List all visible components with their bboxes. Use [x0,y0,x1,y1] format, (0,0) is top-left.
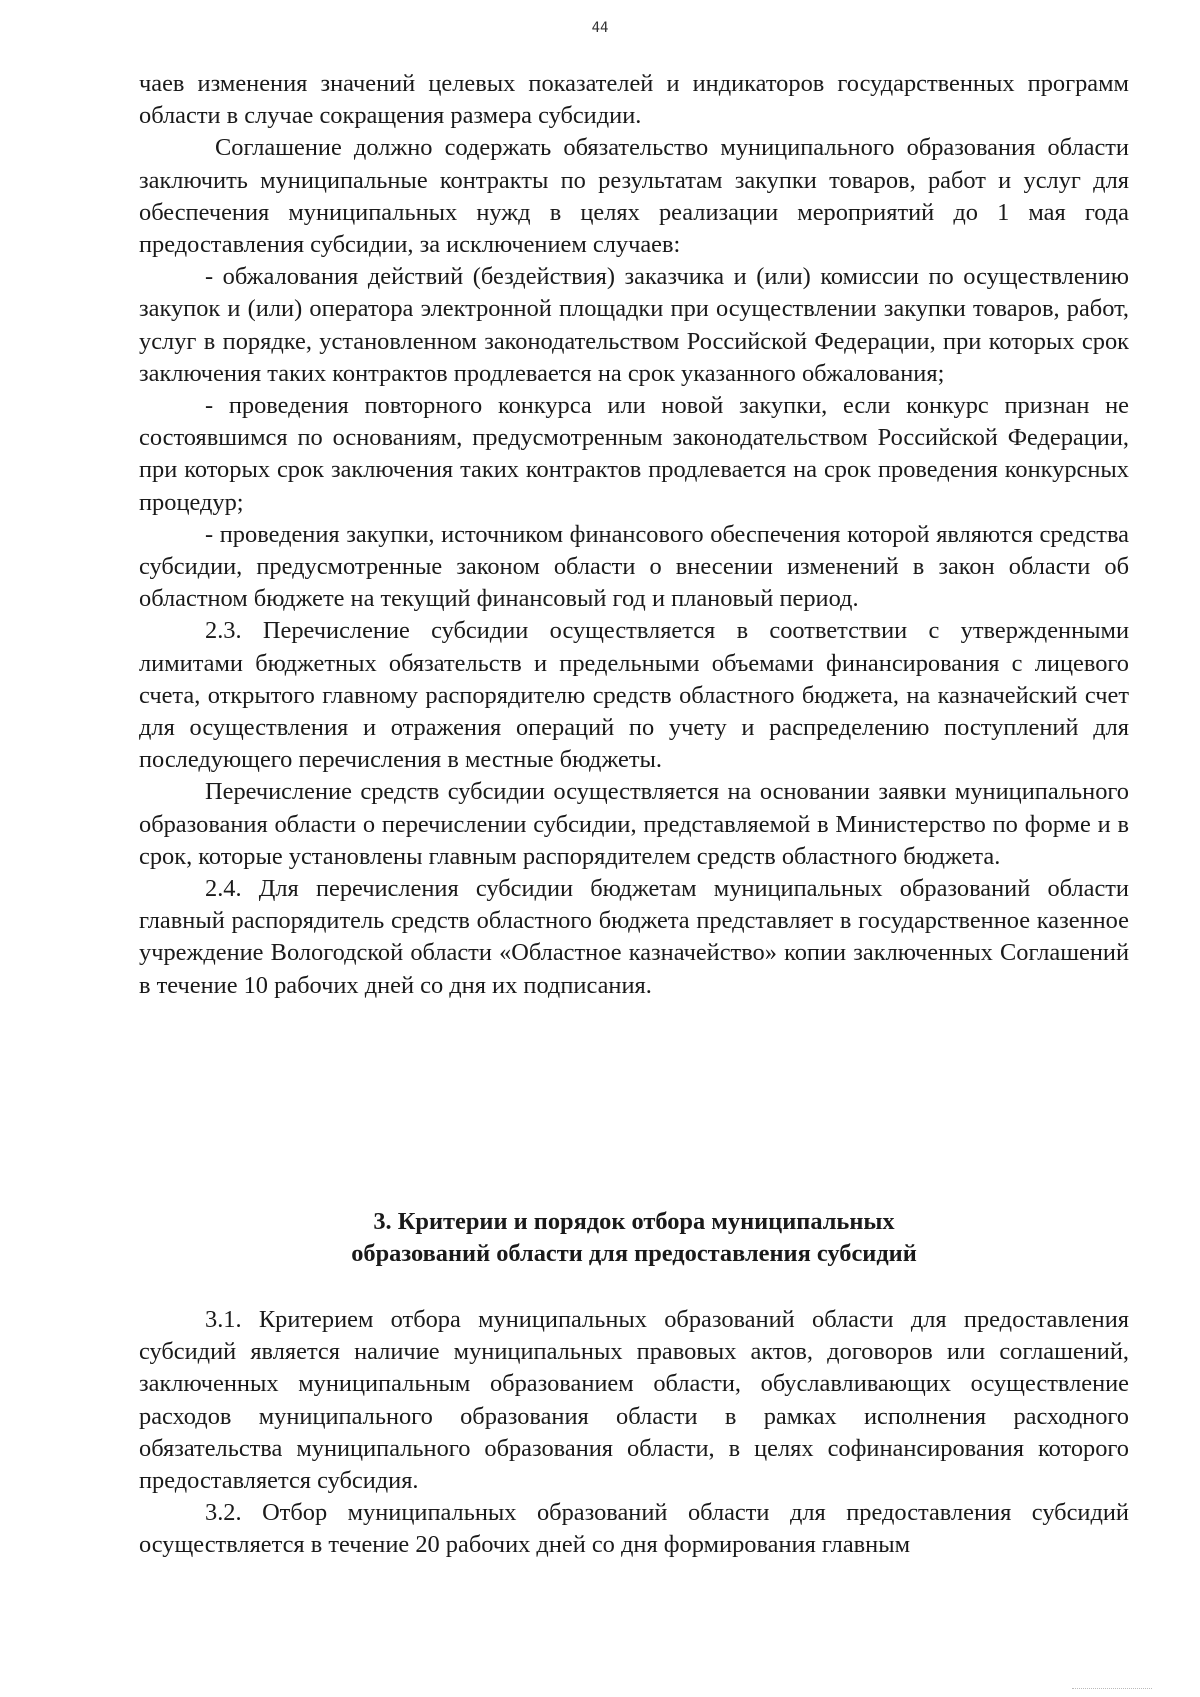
paragraph-agreement-obligation: Соглашение должно содержать обязательство муниципального образования области заключить муниципальные контракты по результатам закупки товаров, работ и услуг для обеспечения муниципальных нужд в целях реализации мероприятий до 1 мая года предоставления субсидии, за исключением случаев: [139,134,1129,259]
section-3-heading-line-1: 3. Критерии и порядок отбора муниципальных [373,1208,895,1235]
body-text [139,68,1129,1002]
section-3-text [139,1304,1129,1562]
paragraph-2-4: 2.4. Для перечисления субсидии бюджетам муниципальных образований области главный распорядитель средств областного бюджета представляет в государственное казенное учреждение Вологодской области «Областное казначейство» копии заключенных Соглашений в течение 10 рабочих дней со дня их подписания. [139,875,1129,999]
section-3-heading-line-2: образований области для предоставления субсидий [351,1240,917,1267]
page-number: 44 [591,20,609,36]
paragraph-3-1: 3.1. Критерием отбора муниципальных образований области для предоставления субсидий является наличие муниципальных правовых актов, договоров или соглашений, заключенных муниципальным образованием области, обуславливающих осуществление расходов муниципального образования области в рамках исполнения расходного обязательства муниципального образования области, в целях софинансирования которого предоставляется субсидия. [139,1306,1129,1495]
list-item-appeal: - обжалования действий (бездействия) заказчика и (или) комиссии по осуществлению закупок и (или) оператора электронной площадки при осуществлении закупки товаров, работ, услуг в порядке, установленном законодательством Российской Федерации, при которых срок заключения таких контрактов продлевается на срок указанного обжалования; [139,263,1129,387]
paragraph-continuation: чаев изменения значений целевых показателей и индикаторов государственных программ области в случае сокращения размера субсидии. [139,70,1129,130]
paragraph-2-3: 2.3. Перечисление субсидии осуществляется в соответствии с утвержденными лимитами бюджетных обязательств и предельными объемами финансирования с лицевого счета, открытого главному распорядителю средств областного бюджета, на казначейский счет для осуществления и отражения операций по учету и распределению поступлений для последующего перечисления в местные бюджеты. [139,617,1129,774]
list-item-procurement: - проведения закупки, источником финансового обеспечения которой являются средства субсидии, предусмотренные законом области о внесении изменений в закон области об областном бюджете на текущий финансовый год и плановый период. [139,520,1129,613]
paragraph-3-2: 3.2. Отбор муниципальных образований области для предоставления субсидий осуществляется в течение 20 рабочих дней со дня формирования главным [139,1499,1129,1559]
scan-artifact-mark [1072,1682,1152,1689]
section-3-heading [139,1206,1129,1270]
paragraph-transfer-request: Перечисление средств субсидии осуществляется на основании заявки муниципального образования области о перечислении субсидии, представляемой в Министерство по форме и в срок, которые установлены главным распорядителем средств областного бюджета. [139,778,1129,870]
list-item-repeat-tender: - проведения повторного конкурса или новой закупки, если конкурс признан не состоявшимся по основаниям, предусмотренным законодательством Российской Федерации, при которых срок заключения таких контрактов продлевается на срок проведения конкурсных процедур; [139,392,1129,516]
